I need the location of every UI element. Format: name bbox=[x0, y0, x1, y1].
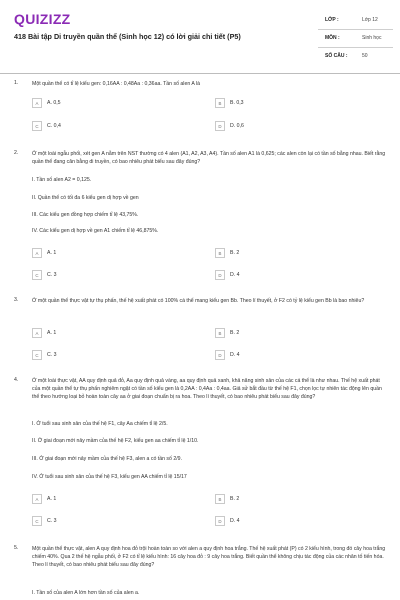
option-b[interactable] bbox=[215, 494, 375, 504]
option-d[interactable] bbox=[215, 121, 375, 131]
option-a[interactable] bbox=[32, 494, 192, 504]
question-text: Ở một loài ngẫu phối, xét gen A nằm trên NST thường có 4 alen (A1, A2, A3, A4). Tần số alen A1 là 0,625; các alen còn lại có tần số bằng nhau. Biết rằng quần thể đang cân bằng di truyền, có bao nhiêu phát biểu sau đây đúng? bbox=[32, 151, 386, 165]
option-c[interactable] bbox=[32, 350, 192, 360]
option-letter-box: C bbox=[32, 350, 42, 360]
question-text: Một quần thể có tỉ lệ kiểu gen: 0,16AA : 0,48Aa : 0,36aa. Tần số alen A là bbox=[32, 81, 201, 87]
option-b[interactable] bbox=[215, 248, 375, 258]
meta-table bbox=[318, 12, 393, 65]
option-c[interactable] bbox=[32, 270, 192, 280]
option-letter-box: C bbox=[32, 121, 42, 131]
statement-2: II. Ở giai đoạn mới nảy mầm của thế hệ F2, kiểu gen aa chiếm tỉ lệ 1/10. bbox=[32, 438, 199, 444]
option-text: C. 3 bbox=[47, 352, 57, 358]
meta-row-class bbox=[318, 12, 393, 30]
statement-1: I. Ở tuổi sau sinh sản của thế hệ F1, cây Aa chiếm tỉ lệ 2/5. bbox=[32, 421, 168, 427]
option-c[interactable] bbox=[32, 121, 192, 131]
option-d[interactable] bbox=[215, 350, 375, 360]
statement-3: III. Các kiểu gen đồng hợp chiếm tỉ lệ 43,75%. bbox=[32, 212, 139, 218]
meta-row-count bbox=[318, 48, 393, 65]
option-text: B. 2 bbox=[230, 250, 240, 256]
meta-label: LỚP : bbox=[325, 17, 339, 23]
option-letter-box: B bbox=[215, 98, 225, 108]
option-letter-box: D bbox=[215, 121, 225, 131]
meta-value: Sinh học bbox=[362, 35, 382, 41]
option-text: C. 3 bbox=[47, 518, 57, 524]
option-text: A. 1 bbox=[47, 330, 57, 336]
option-letter-box: C bbox=[32, 516, 42, 526]
option-a[interactable] bbox=[32, 328, 192, 338]
option-letter-box: D bbox=[215, 350, 225, 360]
meta-row-subject bbox=[318, 30, 393, 48]
question-text: Ở một quần thể thực vật tự thụ phấn, thế hệ xuất phát có 100% cá thể mang kiểu gen Bb. Theo lí thuyết, ở F2 có tỷ lệ kiểu gen Bb là bao nhiêu? bbox=[32, 298, 365, 304]
statement-3: III. Ở giai đoạn mới nảy mầm của thế hệ F3, alen a có tần số 2/9. bbox=[32, 456, 183, 462]
option-text: A. 1 bbox=[47, 250, 57, 256]
meta-label: SỐ CÂU : bbox=[325, 53, 348, 59]
option-letter-box: B bbox=[215, 248, 225, 258]
option-d[interactable] bbox=[215, 270, 375, 280]
option-text: D. 4 bbox=[230, 352, 240, 358]
question-number: 1. bbox=[14, 80, 19, 86]
option-text: B. 2 bbox=[230, 330, 240, 336]
question-number: 2. bbox=[14, 150, 19, 156]
statement-2: II. Quần thể có tối đa 6 kiểu gen dị hợp về gen bbox=[32, 195, 139, 201]
option-text: D. 4 bbox=[230, 272, 240, 278]
option-letter-box: D bbox=[215, 516, 225, 526]
option-d[interactable] bbox=[215, 516, 375, 526]
option-text: C. 0,4 bbox=[47, 123, 61, 129]
option-text: B. 2 bbox=[230, 496, 240, 502]
option-letter-box: A bbox=[32, 248, 42, 258]
option-text: D. 4 bbox=[230, 518, 240, 524]
header-divider bbox=[0, 73, 400, 74]
option-text: B. 0,3 bbox=[230, 100, 244, 106]
option-letter-box: B bbox=[215, 494, 225, 504]
option-letter-box: A bbox=[32, 328, 42, 338]
option-letter-box: D bbox=[215, 270, 225, 280]
option-b[interactable] bbox=[215, 328, 375, 338]
statement-1: I. Tần số của alen A lớn hơn tần số của alen a. bbox=[32, 590, 140, 596]
option-text: A. 0,5 bbox=[47, 100, 61, 106]
question-text: Một quần thể thực vật, alen A quy định hoa đỏ trội hoàn toàn so với alen a quy định hoa trắng. Thế hệ xuất phát (P) có 2 kiểu hình, trong đó cây hoa trắng chiếm 40%. Qua 2 thế hệ ngẫu phối, ở F2 có tỉ lệ kiểu hình: 16 cây hoa đỏ : 9 cây hoa trắng. Biết quần thể không chịu tác động của các nhân tố tiến hóa. Theo lí thuyết, có bao nhiêu phát biểu sau đây đúng? bbox=[32, 546, 386, 568]
statement-4: IV. Các kiểu gen dị hợp về gen A1 chiếm tỉ lệ 46,875%. bbox=[32, 228, 159, 234]
option-a[interactable] bbox=[32, 98, 192, 108]
meta-value: Lớp 12 bbox=[362, 17, 378, 23]
meta-label: MÔN : bbox=[325, 35, 340, 41]
meta-value: 50 bbox=[362, 53, 368, 59]
document-title: 418 Bài tập Di truyền quần thể (Sinh học 12) có lời giải chi tiết (P5) bbox=[14, 32, 241, 41]
option-a[interactable] bbox=[32, 248, 192, 258]
option-text: C. 3 bbox=[47, 272, 57, 278]
option-c[interactable] bbox=[32, 516, 192, 526]
question-text: Ở một loài thực vật, AA quy định quả đỏ, Aa quy định quả vàng, aa quy định quả xanh, khả năng sinh sản của các cá thể là như nhau. Thế hệ xuất phát của một quần thể tự thụ phấn nghiêm ngặt có tần số kiểu gen là 0,2AA : 0,4Aa : 0,4aa. Giả sử bắt đầu từ thế hệ F1, chọn lọc tự nhiên tác động lên quần thể theo hướng loại bỏ hoàn toàn cây aa ở giai đoạn chuẩn bị ra hoa. Theo lí thuyết, có bao nhiêu phát biểu sau đây đúng? bbox=[32, 378, 382, 400]
question-number: 5. bbox=[14, 545, 19, 551]
question-number: 3. bbox=[14, 297, 19, 303]
quizizz-logo: QUIZIZZ bbox=[14, 11, 71, 27]
statement-1: I. Tần số alen A2 = 0,125. bbox=[32, 177, 92, 183]
option-text: D. 0,6 bbox=[230, 123, 244, 129]
option-b[interactable] bbox=[215, 98, 375, 108]
option-letter-box: A bbox=[32, 98, 42, 108]
option-text: A. 1 bbox=[47, 496, 57, 502]
statement-4: IV. Ở tuổi sau sinh sản của thế hệ F3, kiểu gen AA chiếm tỉ lệ 15/17 bbox=[32, 474, 187, 480]
option-letter-box: A bbox=[32, 494, 42, 504]
option-letter-box: C bbox=[32, 270, 42, 280]
question-number: 4. bbox=[14, 377, 19, 383]
page-header bbox=[0, 0, 400, 70]
option-letter-box: B bbox=[215, 328, 225, 338]
